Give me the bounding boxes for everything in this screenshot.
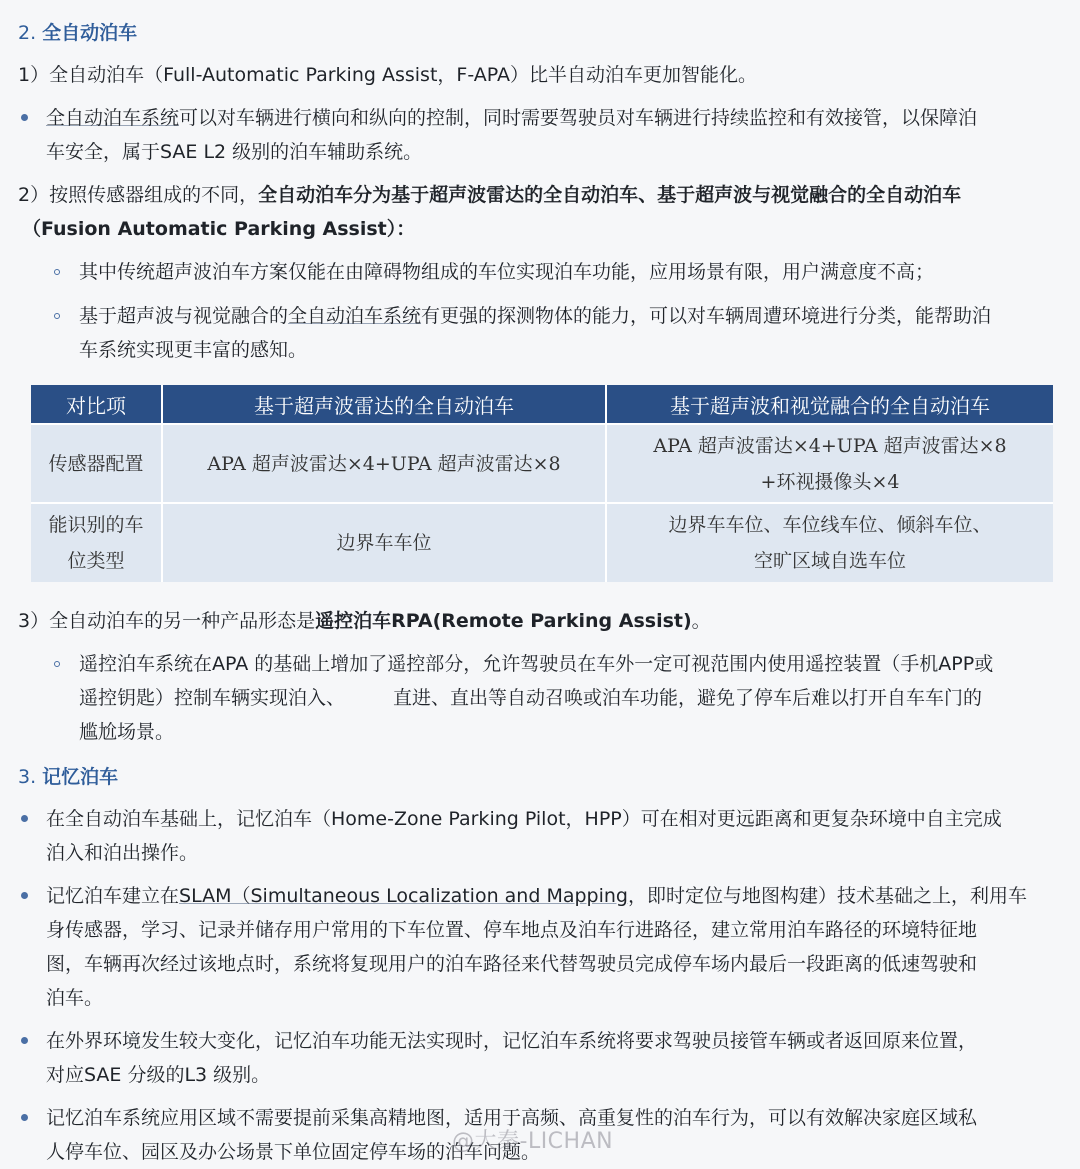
sub-bullet-2-line-2: 车系统实现更丰富的感知。 bbox=[79, 339, 308, 361]
table-cell bbox=[606, 503, 1053, 582]
table-row bbox=[31, 503, 1053, 582]
table-header-cell: 基于超声波和视觉融合的全自动泊车 bbox=[606, 385, 1053, 424]
table-cell-line: 边界车车位、车位线车位、倾斜车位、 bbox=[668, 514, 992, 536]
bullet-dot-icon bbox=[21, 892, 28, 899]
section-heading-3 bbox=[18, 762, 118, 789]
table-cell bbox=[606, 424, 1053, 503]
s3-bullet-4-line-1: 记忆泊车系统应用区域不需要提前采集高精地图，适用于高频、高重复性的泊车行为，可以有效解决家庭区域私 bbox=[46, 1107, 978, 1129]
paragraph-2-prefix: 2）按照传感器组成的不同， bbox=[18, 184, 259, 206]
sub-bullet-3-suffix: 直进、直出等自动召唤或泊车功能，避免了停车后难以打开自车车门的 bbox=[393, 687, 983, 709]
table-cell-line: 能识别的车 bbox=[48, 514, 144, 536]
sub-bullet-2-line-1 bbox=[79, 299, 991, 333]
paragraph-3-prefix: 3）全自动泊车的另一种产品形态是 bbox=[18, 610, 316, 632]
s3-bullet-1-line-2: 泊入和泊出操作。 bbox=[46, 842, 199, 864]
sub-bullet-ring-icon bbox=[54, 661, 60, 667]
sub-bullet-ring-icon bbox=[54, 313, 60, 319]
sub-bullet-3-line-1: 遥控泊车系统在APA 的基础上增加了遥控部分，允许驾驶员在车外一定可视范围内使用遥控装置（手机APP或 bbox=[79, 653, 994, 675]
paragraph-3-bold: 遥控泊车RPA(Remote Parking Assist) bbox=[315, 610, 692, 632]
sub-bullet-2-suffix: 有更强的探测物体的能力，可以对车辆周遭环境进行分类，能帮助泊 bbox=[421, 305, 992, 327]
paragraph-3-suffix: 。 bbox=[691, 610, 711, 632]
s3-bullet-2-prefix: 记忆泊车建立在 bbox=[46, 885, 180, 907]
watermark: @大秦-LICHAN bbox=[452, 1129, 614, 1154]
table-cell-line: 位类型 bbox=[67, 550, 125, 572]
section-title: 全自动泊车 bbox=[42, 22, 138, 44]
section-number: 3. bbox=[18, 766, 37, 788]
section-number: 2. bbox=[18, 22, 37, 44]
sub-bullet-3-line-2 bbox=[79, 681, 982, 715]
s3-bullet-3-line-1: 在外界环境发生较大变化，记忆泊车功能无法实现时，记忆泊车系统将要求驾驶员接管车辆或者返回原来位置， bbox=[46, 1030, 978, 1052]
bullet-dot-icon bbox=[21, 1037, 28, 1044]
table-cell-label: 传感器配置 bbox=[31, 424, 162, 503]
paragraph-2-line-2: （Fusion Automatic Parking Assist）： bbox=[22, 218, 416, 240]
sub-bullet-2-prefix: 基于超声波与视觉融合的 bbox=[79, 305, 289, 327]
section-heading-2 bbox=[18, 18, 137, 45]
comparison-table bbox=[31, 385, 1053, 582]
paragraph-3 bbox=[18, 604, 711, 638]
table-cell-line: +环视摄像头×4 bbox=[760, 470, 900, 493]
table-row bbox=[31, 424, 1053, 503]
table-cell-line: 空旷区域自选车位 bbox=[753, 550, 906, 572]
underlined-term: 全自动泊车系统 bbox=[46, 107, 180, 129]
s3-bullet-1-line-1: 在全自动泊车基础上，记忆泊车（Home-Zone Parking Pilot，HPP）可在相对更远距离和更复杂环境中自主完成 bbox=[46, 808, 1002, 830]
sub-bullet-3-line-3: 尴尬场景。 bbox=[79, 721, 175, 743]
table-header-row bbox=[31, 385, 1053, 424]
sub-bullet-ring-icon bbox=[54, 269, 60, 275]
underlined-term: SLAM（Simultaneous Localization and Mapping bbox=[179, 885, 628, 907]
paragraph-1: 1）全自动泊车（Full-Automatic Parking Assist，F-APA）比半自动泊车更加智能化。 bbox=[18, 64, 758, 86]
s3-bullet-2-line-4: 泊车。 bbox=[46, 987, 104, 1009]
bullet-dot-icon bbox=[21, 1114, 28, 1121]
paragraph-2-bold: 全自动泊车分为基于超声波雷达的全自动泊车、基于超声波与视觉融合的全自动泊车 bbox=[258, 184, 962, 206]
s3-bullet-2-line-3: 图，车辆再次经过该地点时，系统将复现用户的泊车路径来代替驾驶员完成停车场内最后一段距离的低速驾驶和 bbox=[46, 953, 978, 975]
section-title: 记忆泊车 bbox=[42, 766, 119, 788]
table-header-cell: 基于超声波雷达的全自动泊车 bbox=[162, 385, 606, 424]
bullet-dot-icon bbox=[21, 114, 28, 121]
bullet-1-text: 可以对车辆进行横向和纵向的控制，同时需要驾驶员对车辆进行持续监控和有效接管，以保障泊 bbox=[179, 107, 978, 129]
s3-bullet-4-line-2: 人停车位、园区及办公场景下单位固定停车场的泊车问题。 bbox=[46, 1141, 541, 1163]
bullet-1-line-2: 车安全，属于SAE L2 级别的泊车辅助系统。 bbox=[46, 141, 423, 163]
bullet-1-line-1 bbox=[46, 101, 977, 135]
bullet-dot-icon bbox=[21, 815, 28, 822]
paragraph-2-line-1 bbox=[18, 178, 961, 212]
table-cell: 边界车车位 bbox=[162, 503, 606, 582]
s3-bullet-2-line-2: 身传感器，学习、记录并储存用户常用的下车位置、停车地点及泊车行进路径，建立常用泊车路径的环境特征地 bbox=[46, 919, 978, 941]
sub-bullet-1: 其中传统超声波泊车方案仅能在由障碍物组成的车位实现泊车功能，应用场景有限，用户满意度不高； bbox=[79, 261, 935, 283]
s3-bullet-2-line-1 bbox=[46, 879, 1027, 913]
table-cell-line: APA 超声波雷达×4+UPA 超声波雷达×8 bbox=[653, 434, 1007, 457]
s3-bullet-3-line-2: 对应SAE 分级的L3 级别。 bbox=[46, 1064, 271, 1086]
table-header-cell: 对比项 bbox=[31, 385, 162, 424]
table-cell: APA 超声波雷达×4+UPA 超声波雷达×8 bbox=[162, 424, 606, 503]
table-cell-label bbox=[31, 503, 162, 582]
underlined-term: 全自动泊车系统 bbox=[288, 305, 422, 327]
sub-bullet-3-prefix: 遥控钥匙）控制车辆实现泊入、 bbox=[79, 687, 346, 709]
s3-bullet-2-suffix: ，即时定位与地图构建）技术基础之上，利用车 bbox=[627, 885, 1027, 907]
